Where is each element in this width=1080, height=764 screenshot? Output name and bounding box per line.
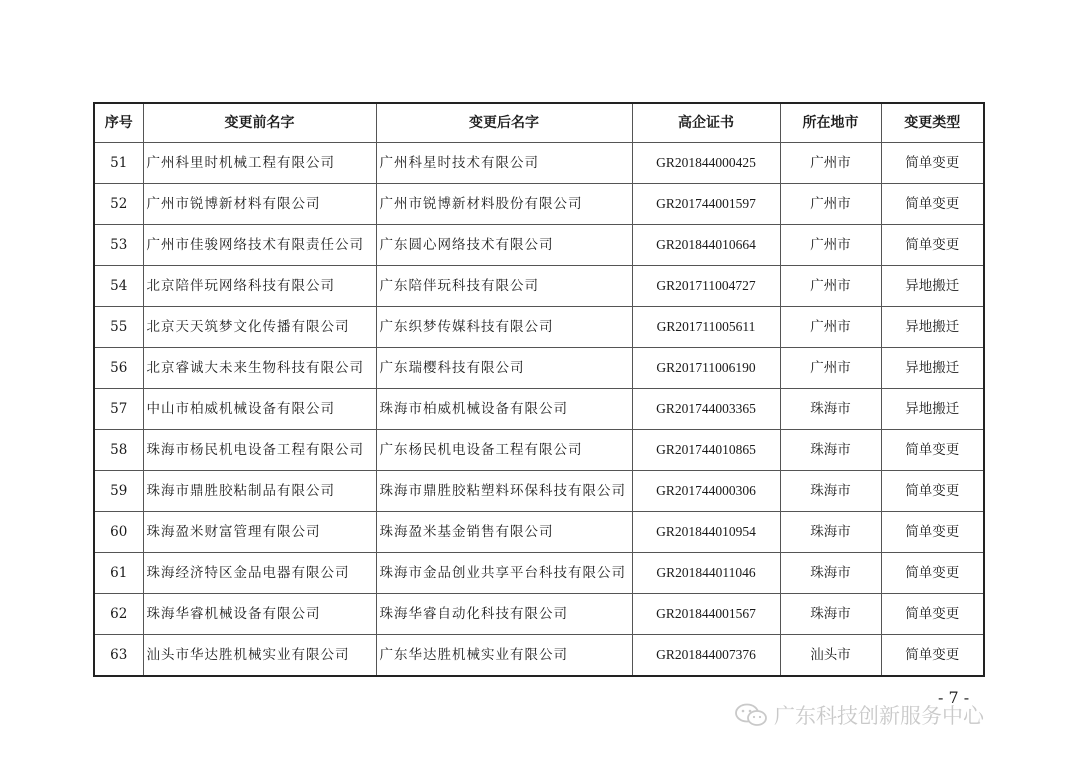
cell-change-type: 异地搬迁 <box>881 307 984 348</box>
cell-city: 广州市 <box>780 184 881 225</box>
cell-index: 63 <box>94 635 143 677</box>
cell-certificate: GR201744010865 <box>632 430 780 471</box>
cell-change-type: 简单变更 <box>881 553 984 594</box>
cell-certificate: GR201744000306 <box>632 471 780 512</box>
cell-change-type: 简单变更 <box>881 430 984 471</box>
cell-change-type: 简单变更 <box>881 143 984 184</box>
cell-new-name: 广东瑞樱科技有限公司 <box>376 348 632 389</box>
cell-city: 珠海市 <box>780 471 881 512</box>
cell-new-name: 广东陪伴玩科技有限公司 <box>376 266 632 307</box>
cell-old-name: 北京天天筑梦文化传播有限公司 <box>143 307 376 348</box>
cell-old-name: 广州市锐博新材料有限公司 <box>143 184 376 225</box>
cell-certificate: GR201711006190 <box>632 348 780 389</box>
cell-certificate: GR201844011046 <box>632 553 780 594</box>
table-row <box>94 307 984 348</box>
cell-new-name: 广东杨民机电设备工程有限公司 <box>376 430 632 471</box>
watermark <box>734 700 984 730</box>
cell-old-name: 北京睿诚大未来生物科技有限公司 <box>143 348 376 389</box>
table-row <box>94 430 984 471</box>
cell-old-name: 北京陪伴玩网络科技有限公司 <box>143 266 376 307</box>
cell-old-name: 珠海华睿机械设备有限公司 <box>143 594 376 635</box>
header-index: 序号 <box>94 103 143 143</box>
wechat-icon <box>734 703 768 727</box>
table-row <box>94 184 984 225</box>
cell-change-type: 异地搬迁 <box>881 348 984 389</box>
cell-certificate: GR201711004727 <box>632 266 780 307</box>
cell-index: 58 <box>94 430 143 471</box>
cell-index: 61 <box>94 553 143 594</box>
cell-change-type: 异地搬迁 <box>881 389 984 430</box>
header-change-type: 变更类型 <box>881 103 984 143</box>
watermark-text: 广东科技创新服务中心 <box>774 704 984 728</box>
cell-new-name: 珠海盈米基金销售有限公司 <box>376 512 632 553</box>
cell-new-name: 珠海市金品创业共享平台科技有限公司 <box>376 553 632 594</box>
cell-old-name: 广州科里时机械工程有限公司 <box>143 143 376 184</box>
header-certificate: 高企证书 <box>632 103 780 143</box>
cell-index: 57 <box>94 389 143 430</box>
table-row <box>94 266 984 307</box>
table-row <box>94 348 984 389</box>
page-number: - 7 - <box>938 688 970 707</box>
cell-index: 60 <box>94 512 143 553</box>
cell-old-name: 珠海盈米财富管理有限公司 <box>143 512 376 553</box>
cell-index: 52 <box>94 184 143 225</box>
cell-index: 53 <box>94 225 143 266</box>
cell-city: 广州市 <box>780 225 881 266</box>
cell-change-type: 简单变更 <box>881 184 984 225</box>
cell-change-type: 简单变更 <box>881 594 984 635</box>
cell-certificate: GR201844007376 <box>632 635 780 677</box>
cell-certificate: GR201711005611 <box>632 307 780 348</box>
cell-index: 56 <box>94 348 143 389</box>
cell-index: 59 <box>94 471 143 512</box>
cell-certificate: GR201844010664 <box>632 225 780 266</box>
company-change-table <box>93 102 985 677</box>
cell-city: 珠海市 <box>780 430 881 471</box>
table-row <box>94 635 984 677</box>
cell-new-name: 广东华达胜机械实业有限公司 <box>376 635 632 677</box>
header-city: 所在地市 <box>780 103 881 143</box>
cell-new-name: 珠海市柏威机械设备有限公司 <box>376 389 632 430</box>
cell-change-type: 简单变更 <box>881 512 984 553</box>
cell-index: 54 <box>94 266 143 307</box>
table-row <box>94 553 984 594</box>
table-row <box>94 225 984 266</box>
table-row <box>94 471 984 512</box>
cell-city: 珠海市 <box>780 594 881 635</box>
cell-index: 62 <box>94 594 143 635</box>
cell-city: 珠海市 <box>780 389 881 430</box>
cell-index: 51 <box>94 143 143 184</box>
cell-certificate: GR201844001567 <box>632 594 780 635</box>
cell-city: 珠海市 <box>780 553 881 594</box>
cell-certificate: GR201744003365 <box>632 389 780 430</box>
cell-old-name: 珠海市鼎胜胶粘制品有限公司 <box>143 471 376 512</box>
cell-change-type: 简单变更 <box>881 635 984 677</box>
cell-old-name: 中山市柏威机械设备有限公司 <box>143 389 376 430</box>
table-row <box>94 512 984 553</box>
cell-city: 珠海市 <box>780 512 881 553</box>
cell-change-type: 异地搬迁 <box>881 266 984 307</box>
cell-city: 广州市 <box>780 348 881 389</box>
cell-certificate: GR201744001597 <box>632 184 780 225</box>
cell-certificate: GR201844010954 <box>632 512 780 553</box>
header-old-name: 变更前名字 <box>143 103 376 143</box>
cell-certificate: GR201844000425 <box>632 143 780 184</box>
cell-new-name: 广州科星时技术有限公司 <box>376 143 632 184</box>
table-row <box>94 143 984 184</box>
cell-old-name: 汕头市华达胜机械实业有限公司 <box>143 635 376 677</box>
cell-new-name: 广东织梦传媒科技有限公司 <box>376 307 632 348</box>
cell-change-type: 简单变更 <box>881 471 984 512</box>
cell-new-name: 广东圆心网络技术有限公司 <box>376 225 632 266</box>
cell-city: 广州市 <box>780 266 881 307</box>
table-row <box>94 594 984 635</box>
header-new-name: 变更后名字 <box>376 103 632 143</box>
table-row <box>94 389 984 430</box>
cell-city: 广州市 <box>780 143 881 184</box>
cell-new-name: 广州市锐博新材料股份有限公司 <box>376 184 632 225</box>
cell-city: 汕头市 <box>780 635 881 677</box>
table-header-row <box>94 103 984 143</box>
cell-city: 广州市 <box>780 307 881 348</box>
cell-old-name: 珠海经济特区金品电器有限公司 <box>143 553 376 594</box>
cell-old-name: 珠海市杨民机电设备工程有限公司 <box>143 430 376 471</box>
cell-new-name: 珠海市鼎胜胶粘塑料环保科技有限公司 <box>376 471 632 512</box>
document-table-container <box>93 102 983 677</box>
cell-change-type: 简单变更 <box>881 225 984 266</box>
cell-old-name: 广州市佳骏网络技术有限责任公司 <box>143 225 376 266</box>
cell-index: 55 <box>94 307 143 348</box>
cell-new-name: 珠海华睿自动化科技有限公司 <box>376 594 632 635</box>
